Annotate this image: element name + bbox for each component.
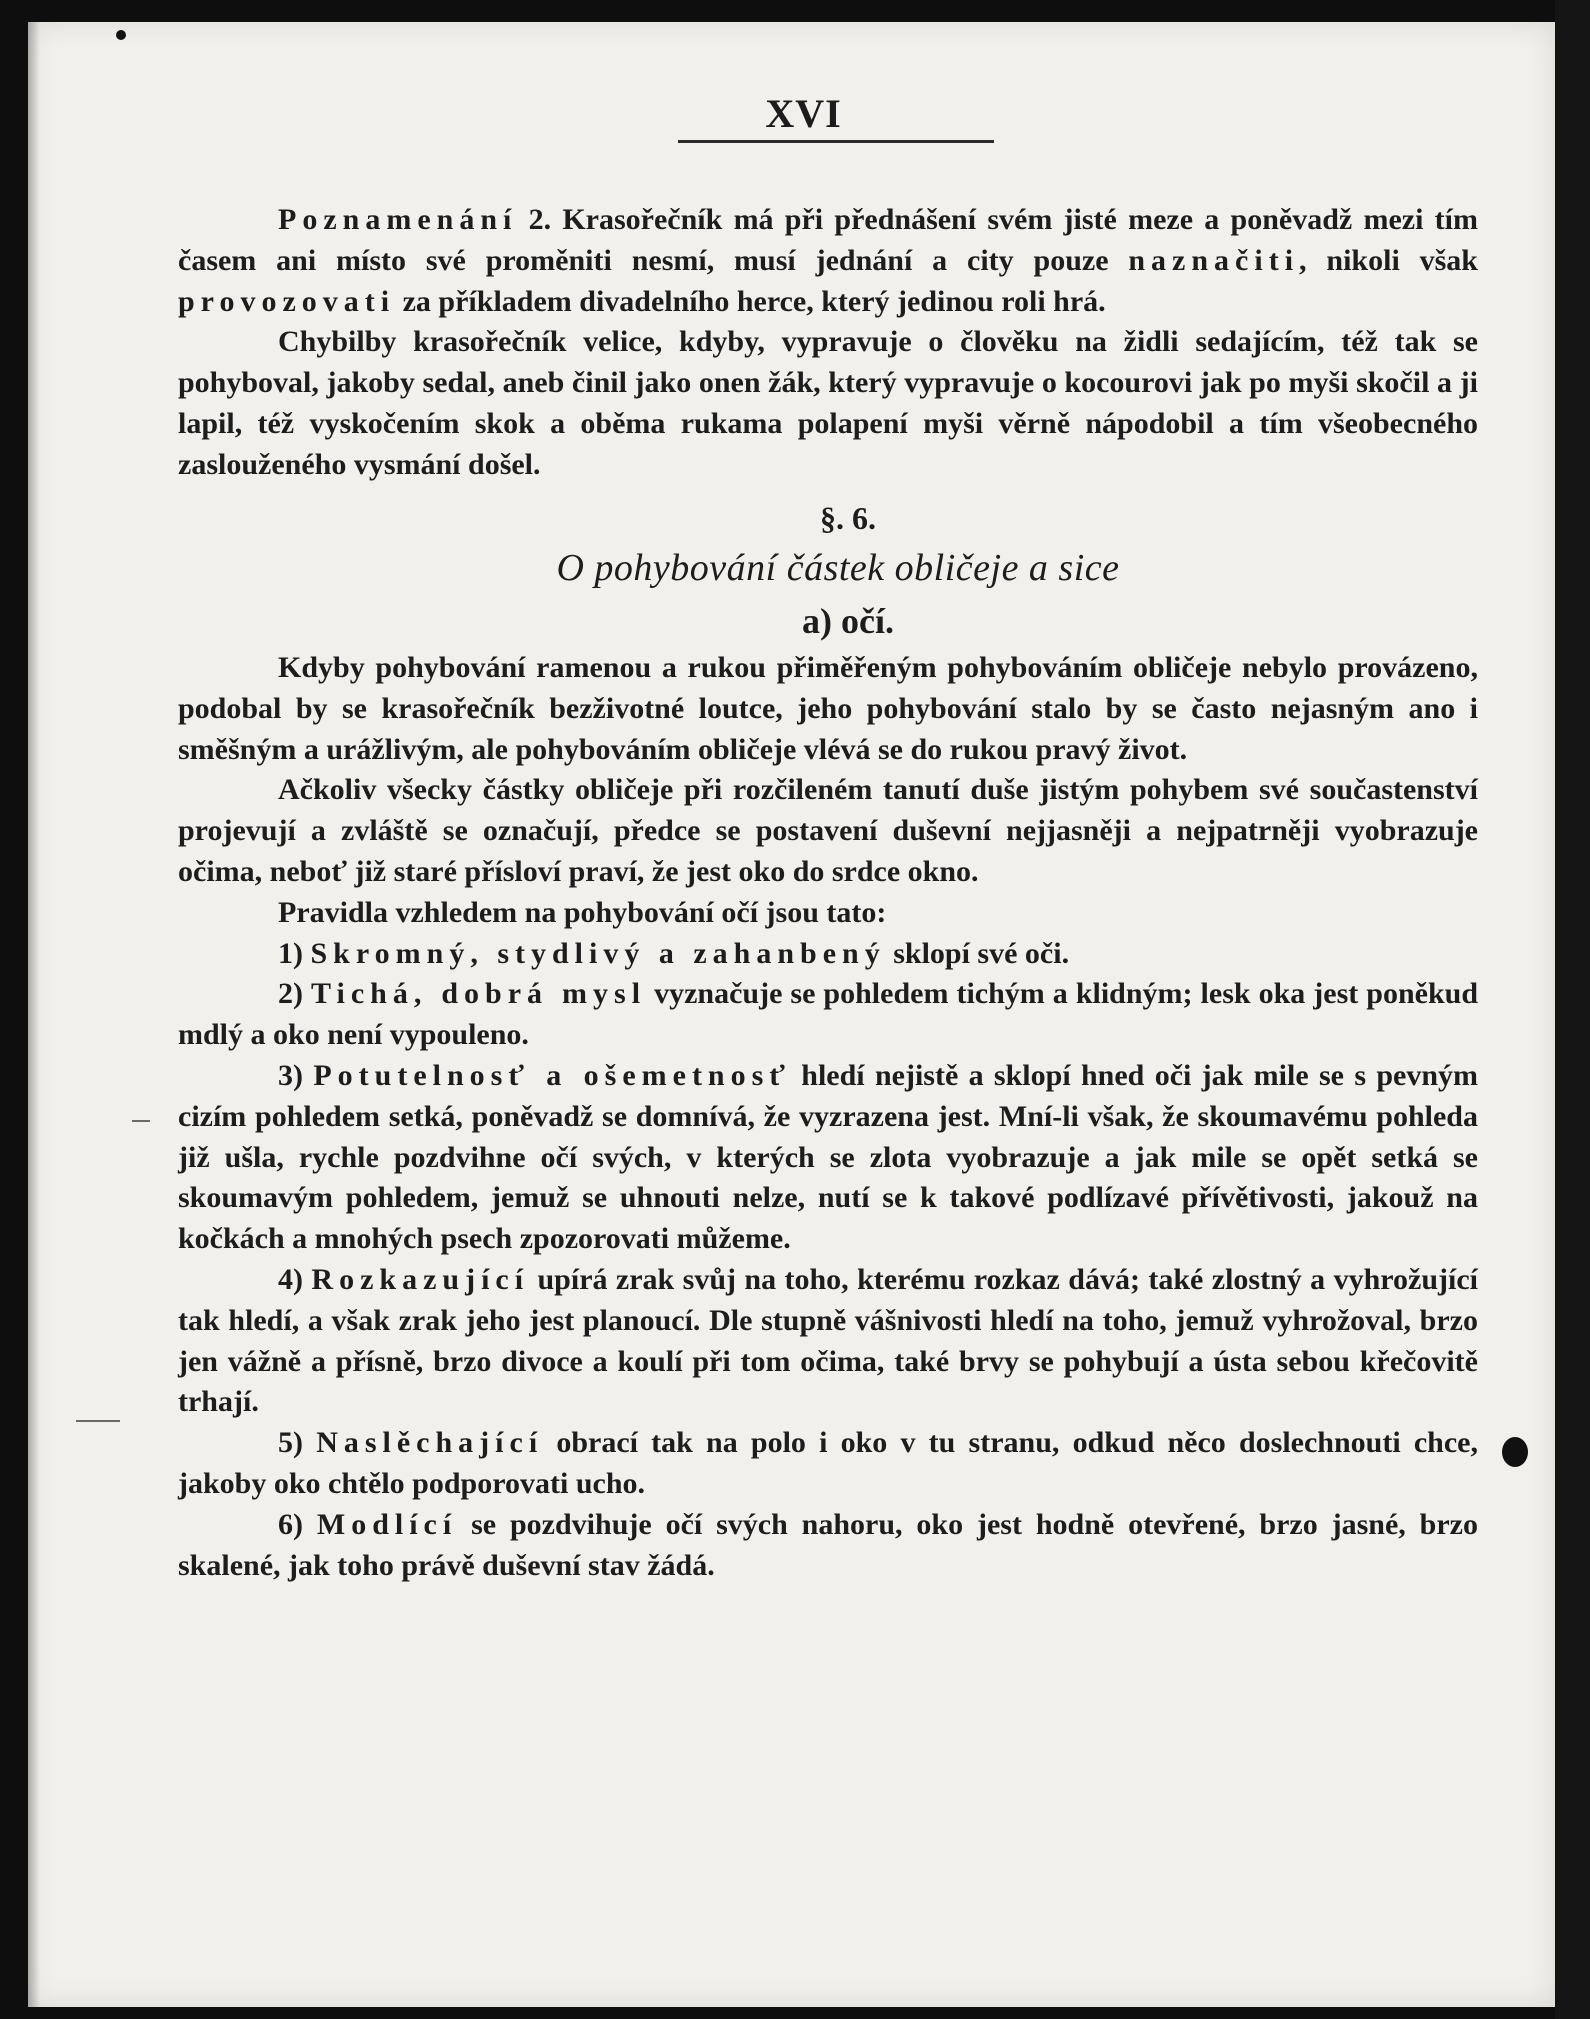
rule-text: se pozdvihuje očí svých nahoru, oko jest hodně otevřené, brzo jasné, brzo skalené, jak toho právě duševní stav žádá. [178, 1507, 1479, 1582]
page-number: XVI [765, 91, 842, 136]
rule-text: sklopí své oči. [893, 936, 1070, 970]
rule-text: vyznačuje se pohledem tichým a klidným; lesk oka jest poněkud mdlý a oko není vypouleno. [178, 977, 1479, 1052]
rule-text: obrací tak na polo i oko v tu stranu, odkud něco doslechnouti chce, jakoby oko chtělo podporovati ucho. [178, 1426, 1479, 1500]
rule-term: Modlící [316, 1507, 458, 1541]
paragraph-chybilby: Chybilby krasořečník velice, kdyby, vypravuje o člověku na židli sedajícím, též tak se pohyboval, jakoby sedal, aneb činil jako onen žák, který vypravuje o kocourovi jak po myši skočil a ji lapil, též vyskočením skok a oběma rukama polapení myši věrně nápodobil a tím všeobecného zaslouženého vysmání došel. [178, 325, 1478, 481]
note-text-3: za příkladem divadelního herce, který jedinou roli hrá. [402, 284, 1106, 318]
note-number: 2. [528, 203, 552, 236]
note-emphasis-1: naznačiti [1128, 243, 1300, 277]
rule-term: Rozkazující [311, 1262, 530, 1296]
rule-text: upírá zrak svůj na toho, kterému rozkaz dává; také zlostný a vyhrožující tak hledí, a však zrak jeho jest planoucí. Dle stupně vášnivosti hledí na toho, jemuž vyhrožoval, brzo jen vážně a přísně, brzo divoce a koulí při tom očima, také brvy se pohybují a ústa sebou křečovitě trhají. [178, 1262, 1479, 1419]
rule-text: hledí nejistě a sklopí hned oči jak mile se s pevným cizím pohledem setká, poněvadž se domnívá, že vyzrazena jest. Mní-li však, že skoumavému pohleda již ušla, rychle pozdvihne očí svých, v kterých se zlota vyobrazuje a jak mile se opět setká se skoumavým pohledem, jemuž se uhnouti nelze, nutí se k takové podlízavé přívětivosti, jakouž na kočkách a mnohých psech zpozorovati můžeme. [178, 1058, 1479, 1256]
rule-2 [178, 974, 1478, 1056]
margin-mark [132, 1120, 150, 1122]
section-title: O pohybování částek obličeje a sice [556, 547, 1120, 590]
note-paragraph [178, 200, 1478, 322]
rule-number: 1) [278, 936, 303, 970]
rule-6 [178, 1505, 1478, 1587]
rule-term: Naslěchající [316, 1426, 544, 1460]
header-rule [678, 140, 994, 143]
rule-term: Potutelnosť a ošemetnosť [313, 1058, 791, 1092]
rule-number: 2) [278, 977, 303, 1011]
book-page [28, 22, 1555, 2007]
scan-speck [116, 30, 126, 40]
paragraph-ackoliv: Ačkoliv všecky částky obličeje při rozčileném tanutí duše jistým pohybem své součastenství projevují a zvláště se označují, předce se postavení duševní nejjasněji a nejpatrněji vyobrazuje očima, neboť již staré přísloví praví, že jest oko do srdce okno. [178, 773, 1478, 888]
rule-4 [178, 1260, 1478, 1423]
margin-mark [76, 1420, 120, 1422]
note-text-1: Krasořečník má při přednášení svém jisté meze a poněvadž mezi tím časem ani místo své proměniti nesmí, musí jednání a city pouze [178, 203, 1478, 277]
section-number: §. 6. [820, 499, 876, 536]
note-label: Poznamenání [278, 203, 518, 236]
rule-number: 5) [278, 1426, 303, 1460]
binding-hole [1502, 1437, 1528, 1467]
scan-border [1555, 0, 1590, 2019]
rule-5 [178, 1423, 1478, 1505]
body-text [178, 200, 1478, 1586]
section-subtitle: a) očí. [802, 601, 894, 642]
rule-1 [178, 934, 1478, 975]
paragraph-kdyby: Kdyby pohybování ramenou a rukou přiměřeným pohybováním obličeje nebylo provázeno, podobal by se krasořečník bezživotné loutce, jeho pohybování stalo by se často nejasným ano i směšným a urážlivým, ale pohybováním obličeje vlévá se do rukou pravý život. [178, 650, 1478, 766]
note-emphasis-2: provozovati [178, 284, 396, 318]
rule-3 [178, 1056, 1478, 1260]
rule-term: Tichá, dobrá mysl [311, 977, 647, 1011]
rule-number: 3) [278, 1058, 303, 1092]
rule-term: Skromný, stydlivý a zahanbený [310, 936, 886, 970]
rule-number: 4) [278, 1262, 303, 1296]
rule-number: 6) [278, 1507, 303, 1541]
paragraph-pravidla: Pravidla vzhledem na pohybování očí jsou tato: [278, 895, 887, 929]
page-gutter-shadow [28, 22, 40, 2007]
note-text-2: , nikoli však [1299, 243, 1478, 277]
